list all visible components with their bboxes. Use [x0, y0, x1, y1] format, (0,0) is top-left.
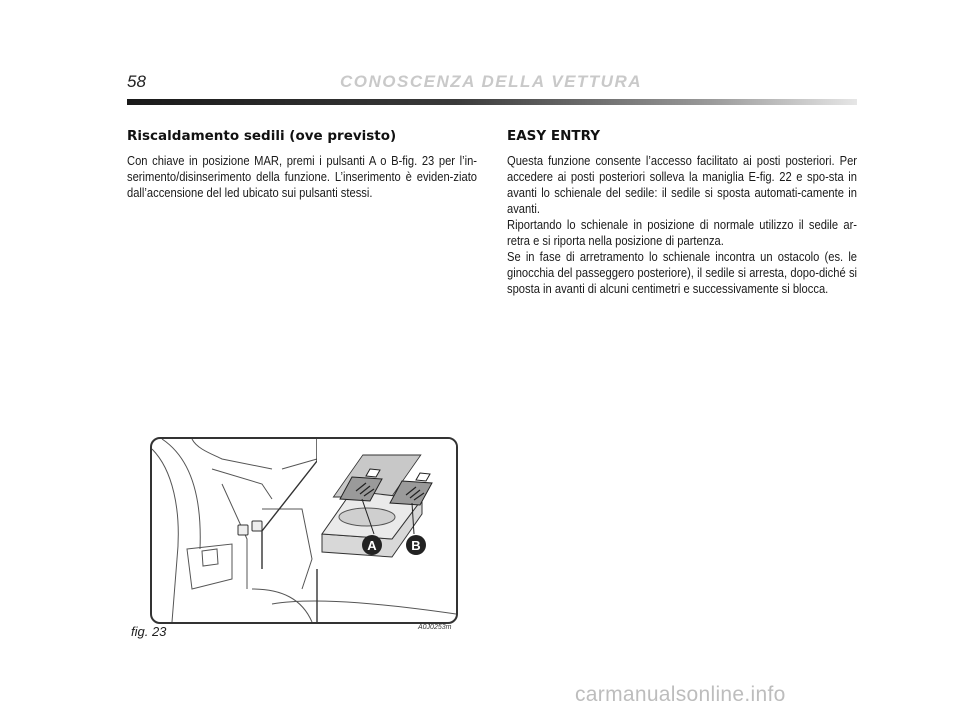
section-heading-seat-heating: Riscaldamento sedili (ove previsto): [127, 128, 397, 144]
label-b-callout: [406, 535, 426, 555]
paragraph: Riportando lo schienale in posizione di normale utilizzo il sedile ar-retra e si riporta nella posizione di partenza.: [507, 217, 858, 248]
paragraph: Con chiave in posizione MAR, premi i pulsanti A o B-fig. 23 per l’in-serimento/disinserimento della funzione. L’inserimento è eviden-ziato dall’accensione del led ubicato sui pulsanti stessi.: [127, 153, 478, 200]
label-a: A: [367, 538, 377, 553]
page-number: 58: [127, 72, 146, 91]
running-title: CONOSCENZA DELLA VETTURA: [340, 72, 643, 91]
zoomed-panel: [317, 439, 456, 571]
console-illustration: [152, 439, 456, 622]
section-heading-easy-entry: EASY ENTRY: [507, 128, 601, 144]
figure-seat-heating-buttons: [150, 437, 458, 624]
figure-code: A0J0253m: [418, 624, 452, 631]
console-buttons: [238, 521, 262, 535]
paragraph: Questa funzione consente l’accesso facilitato ai posti posteriori. Per accedere ai posti posteriori solleva la maniglia E-fig. 22 e spo-sta in avanti lo schienale del sedile: il sedile si sposta automati-camente in avanti.: [507, 153, 858, 216]
right-column: [507, 128, 857, 297]
figure-caption: fig. 23: [131, 624, 167, 639]
left-column: [127, 128, 477, 201]
paragraph: Se in fase di arretramento lo schienale incontra un ostacolo (es. le ginocchia del passeggero posteriore), il sedile si arresta, dopo-diché si sposta in avanti di alcuni centimetri e successivamente si blocca.: [507, 249, 858, 296]
header-rule: [127, 99, 857, 105]
label-a-callout: [362, 535, 382, 555]
watermark-text: carmanualsonline.info: [575, 683, 786, 706]
label-b: B: [411, 538, 421, 553]
